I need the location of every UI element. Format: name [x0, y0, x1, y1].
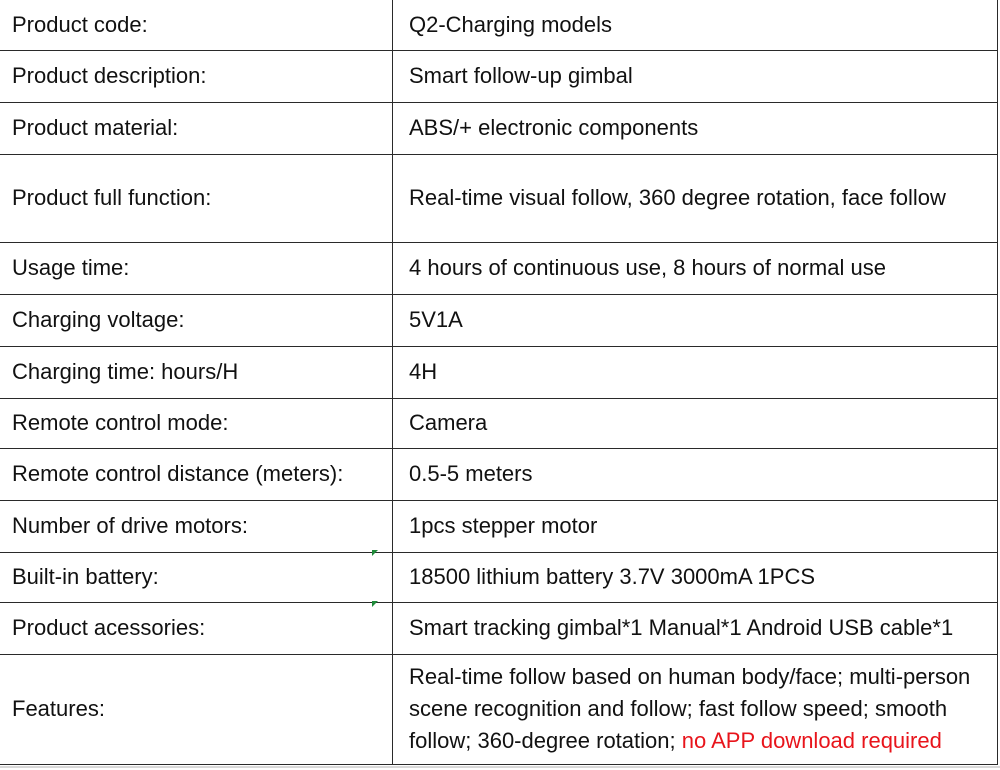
spec-label: Product acessories:	[0, 602, 393, 654]
spec-value: ABS/+ electronic components	[393, 102, 998, 154]
spec-value: 18500 lithium battery 3.7V 3000mA 1PCS	[393, 552, 998, 602]
spec-row-charging-time	[0, 346, 998, 398]
spec-value: 4 hours of continuous use, 8 hours of normal use	[393, 242, 998, 294]
spec-label: Product full function:	[0, 154, 393, 242]
bottom-divider	[0, 766, 1000, 768]
spec-label: Usage time:	[0, 242, 393, 294]
spec-value: Smart tracking gimbal*1 Manual*1 Android USB cable*1	[393, 602, 998, 654]
spec-row-usage-time	[0, 242, 998, 294]
spec-row-features	[0, 654, 998, 764]
spec-value: 4H	[393, 346, 998, 398]
spec-row-product-description	[0, 50, 998, 102]
spec-row-product-code	[0, 0, 998, 50]
spec-row-drive-motors	[0, 500, 998, 552]
cell-comment-marker	[372, 550, 378, 556]
features-text: Real-time follow based on human body/face; multi-person scene recognition and follow; fast follow speed; smooth follow; 360-degree rotation;	[409, 664, 971, 753]
spec-label: Product code:	[0, 0, 393, 50]
spec-row-remote-control-mode	[0, 398, 998, 448]
spec-row-product-full-function	[0, 154, 998, 242]
features-value	[393, 654, 998, 764]
spec-value: 1pcs stepper motor	[393, 500, 998, 552]
spec-value: Q2-Charging models	[393, 0, 998, 50]
cell-comment-marker	[372, 601, 378, 607]
spec-label: Remote control mode:	[0, 398, 393, 448]
spec-row-remote-control-distance	[0, 448, 998, 500]
spec-label: Charging time: hours/H	[0, 346, 393, 398]
spec-row-product-accessories	[0, 602, 998, 654]
spec-value: 0.5-5 meters	[393, 448, 998, 500]
spec-value: Smart follow-up gimbal	[393, 50, 998, 102]
spec-row-built-in-battery	[0, 552, 998, 602]
features-highlight: no APP download required	[681, 728, 942, 753]
spec-label: Number of drive motors:	[0, 500, 393, 552]
spec-label: Built-in battery:	[0, 552, 393, 602]
spec-row-product-material	[0, 102, 998, 154]
spec-label: Charging voltage:	[0, 294, 393, 346]
spec-row-charging-voltage	[0, 294, 998, 346]
spec-value: 5V1A	[393, 294, 998, 346]
spec-label: Features:	[0, 654, 393, 764]
spec-label: Remote control distance (meters):	[0, 448, 393, 500]
spec-label: Product material:	[0, 102, 393, 154]
spec-value: Real-time visual follow, 360 degree rotation, face follow	[393, 154, 998, 242]
spec-value: Camera	[393, 398, 998, 448]
spec-label: Product description:	[0, 50, 393, 102]
